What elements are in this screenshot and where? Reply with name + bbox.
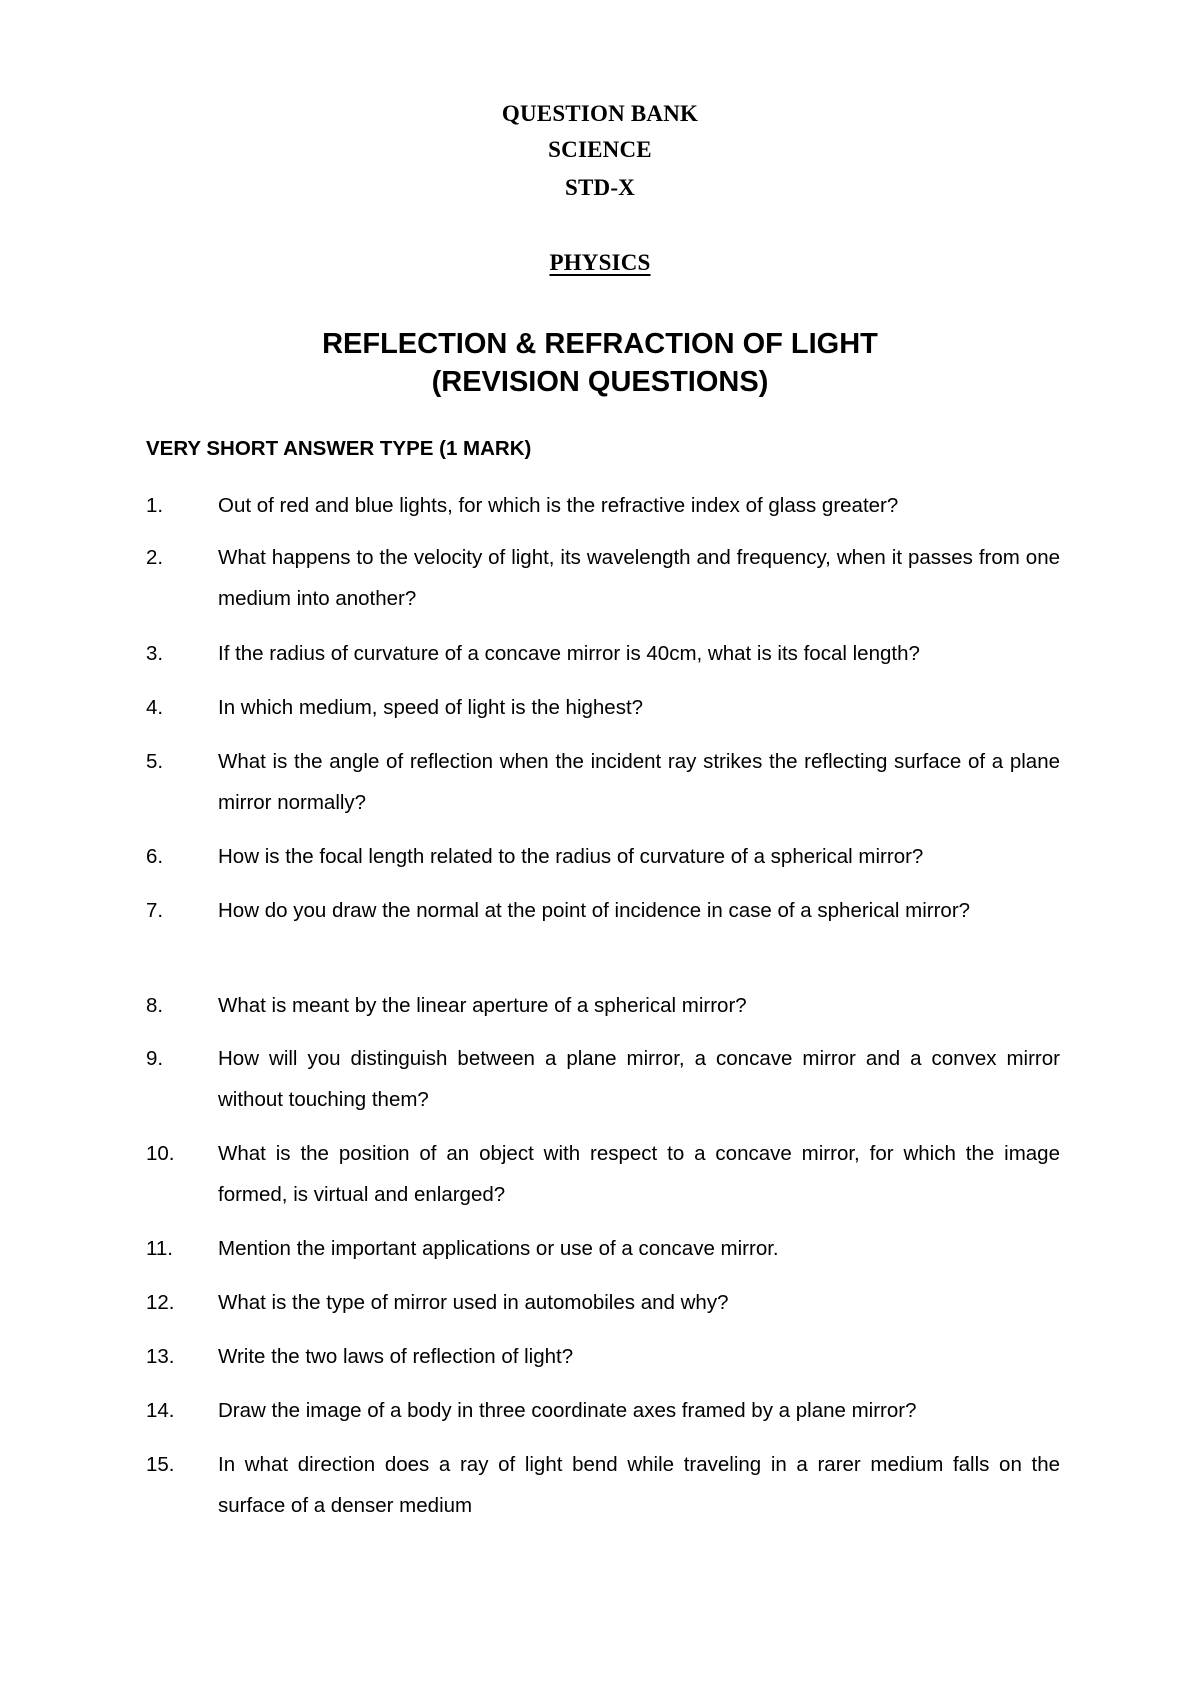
doc-subject-wrap bbox=[0, 248, 1200, 278]
question-number: 8. bbox=[146, 994, 164, 1017]
question-number: 15. bbox=[146, 1453, 175, 1476]
question-text: What happens to the velocity of light, its wavelength and frequency, when it passes from one medium into another? bbox=[218, 546, 1060, 610]
question-item bbox=[146, 1228, 1060, 1269]
question-number: 3. bbox=[146, 642, 164, 665]
question-item bbox=[146, 836, 1060, 877]
question-text: Out of red and blue lights, for which is the refractive index of glass greater? bbox=[218, 494, 899, 517]
topic-subtitle: (REVISION QUESTIONS) bbox=[431, 366, 769, 398]
question-text: What is the position of an object with respect to a concave mirror, for which the image formed, is virtual and enlarged? bbox=[218, 1142, 1060, 1206]
doc-standard: STD-X bbox=[564, 175, 635, 200]
question-item bbox=[146, 633, 1060, 674]
section-heading: VERY SHORT ANSWER TYPE (1 MARK) bbox=[146, 437, 532, 460]
question-number: 6. bbox=[146, 845, 164, 868]
question-item bbox=[146, 1133, 1060, 1215]
question-item bbox=[146, 1444, 1060, 1526]
question-item bbox=[146, 1038, 1060, 1120]
question-number: 10. bbox=[146, 1142, 175, 1165]
question-number: 5. bbox=[146, 750, 164, 773]
question-text: In which medium, speed of light is the highest? bbox=[218, 696, 644, 719]
question-item bbox=[146, 985, 1060, 1026]
question-number: 12. bbox=[146, 1291, 175, 1314]
question-text: Write the two laws of reflection of light? bbox=[218, 1345, 574, 1368]
doc-title: QUESTION BANK bbox=[501, 101, 699, 126]
question-number: 4. bbox=[146, 696, 164, 719]
question-text: How will you distinguish between a plane mirror, a concave mirror and a convex mirror without touching them? bbox=[218, 1047, 1060, 1111]
question-text: What is the type of mirror used in automobiles and why? bbox=[218, 1291, 729, 1314]
doc-subject: PHYSICS bbox=[549, 250, 651, 275]
question-item bbox=[146, 537, 1060, 619]
question-item bbox=[146, 1336, 1060, 1377]
question-item bbox=[146, 687, 1060, 728]
question-text: What is meant by the linear aperture of a spherical mirror? bbox=[218, 994, 747, 1017]
question-text: Mention the important applications or use of a concave mirror. bbox=[218, 1237, 779, 1260]
question-number: 11. bbox=[146, 1237, 173, 1260]
question-item bbox=[146, 890, 1060, 931]
question-text: Draw the image of a body in three coordinate axes framed by a plane mirror? bbox=[218, 1399, 917, 1422]
question-text: What is the angle of reflection when the incident ray strikes the reflecting surface of a plane mirror normally? bbox=[218, 750, 1060, 814]
question-item bbox=[146, 741, 1060, 823]
question-number: 14. bbox=[146, 1399, 175, 1422]
question-item bbox=[146, 1282, 1060, 1323]
question-text: If the radius of curvature of a concave mirror is 40cm, what is its focal length? bbox=[218, 642, 920, 665]
question-item bbox=[146, 1390, 1060, 1431]
question-text: How do you draw the normal at the point of incidence in case of a spherical mirror? bbox=[218, 899, 971, 922]
doc-subject-area: SCIENCE bbox=[548, 137, 652, 162]
question-number: 1. bbox=[146, 494, 164, 517]
question-text: In what direction does a ray of light bend while traveling in a rarer medium falls on the surface of a denser medium bbox=[218, 1453, 1060, 1517]
question-number: 7. bbox=[146, 899, 164, 922]
question-number: 13. bbox=[146, 1345, 175, 1368]
question-item bbox=[146, 485, 1060, 526]
question-number: 9. bbox=[146, 1047, 164, 1070]
question-text: How is the focal length related to the radius of curvature of a spherical mirror? bbox=[218, 845, 924, 868]
question-number: 2. bbox=[146, 546, 164, 569]
topic-title: REFLECTION & REFRACTION OF LIGHT bbox=[322, 328, 878, 360]
